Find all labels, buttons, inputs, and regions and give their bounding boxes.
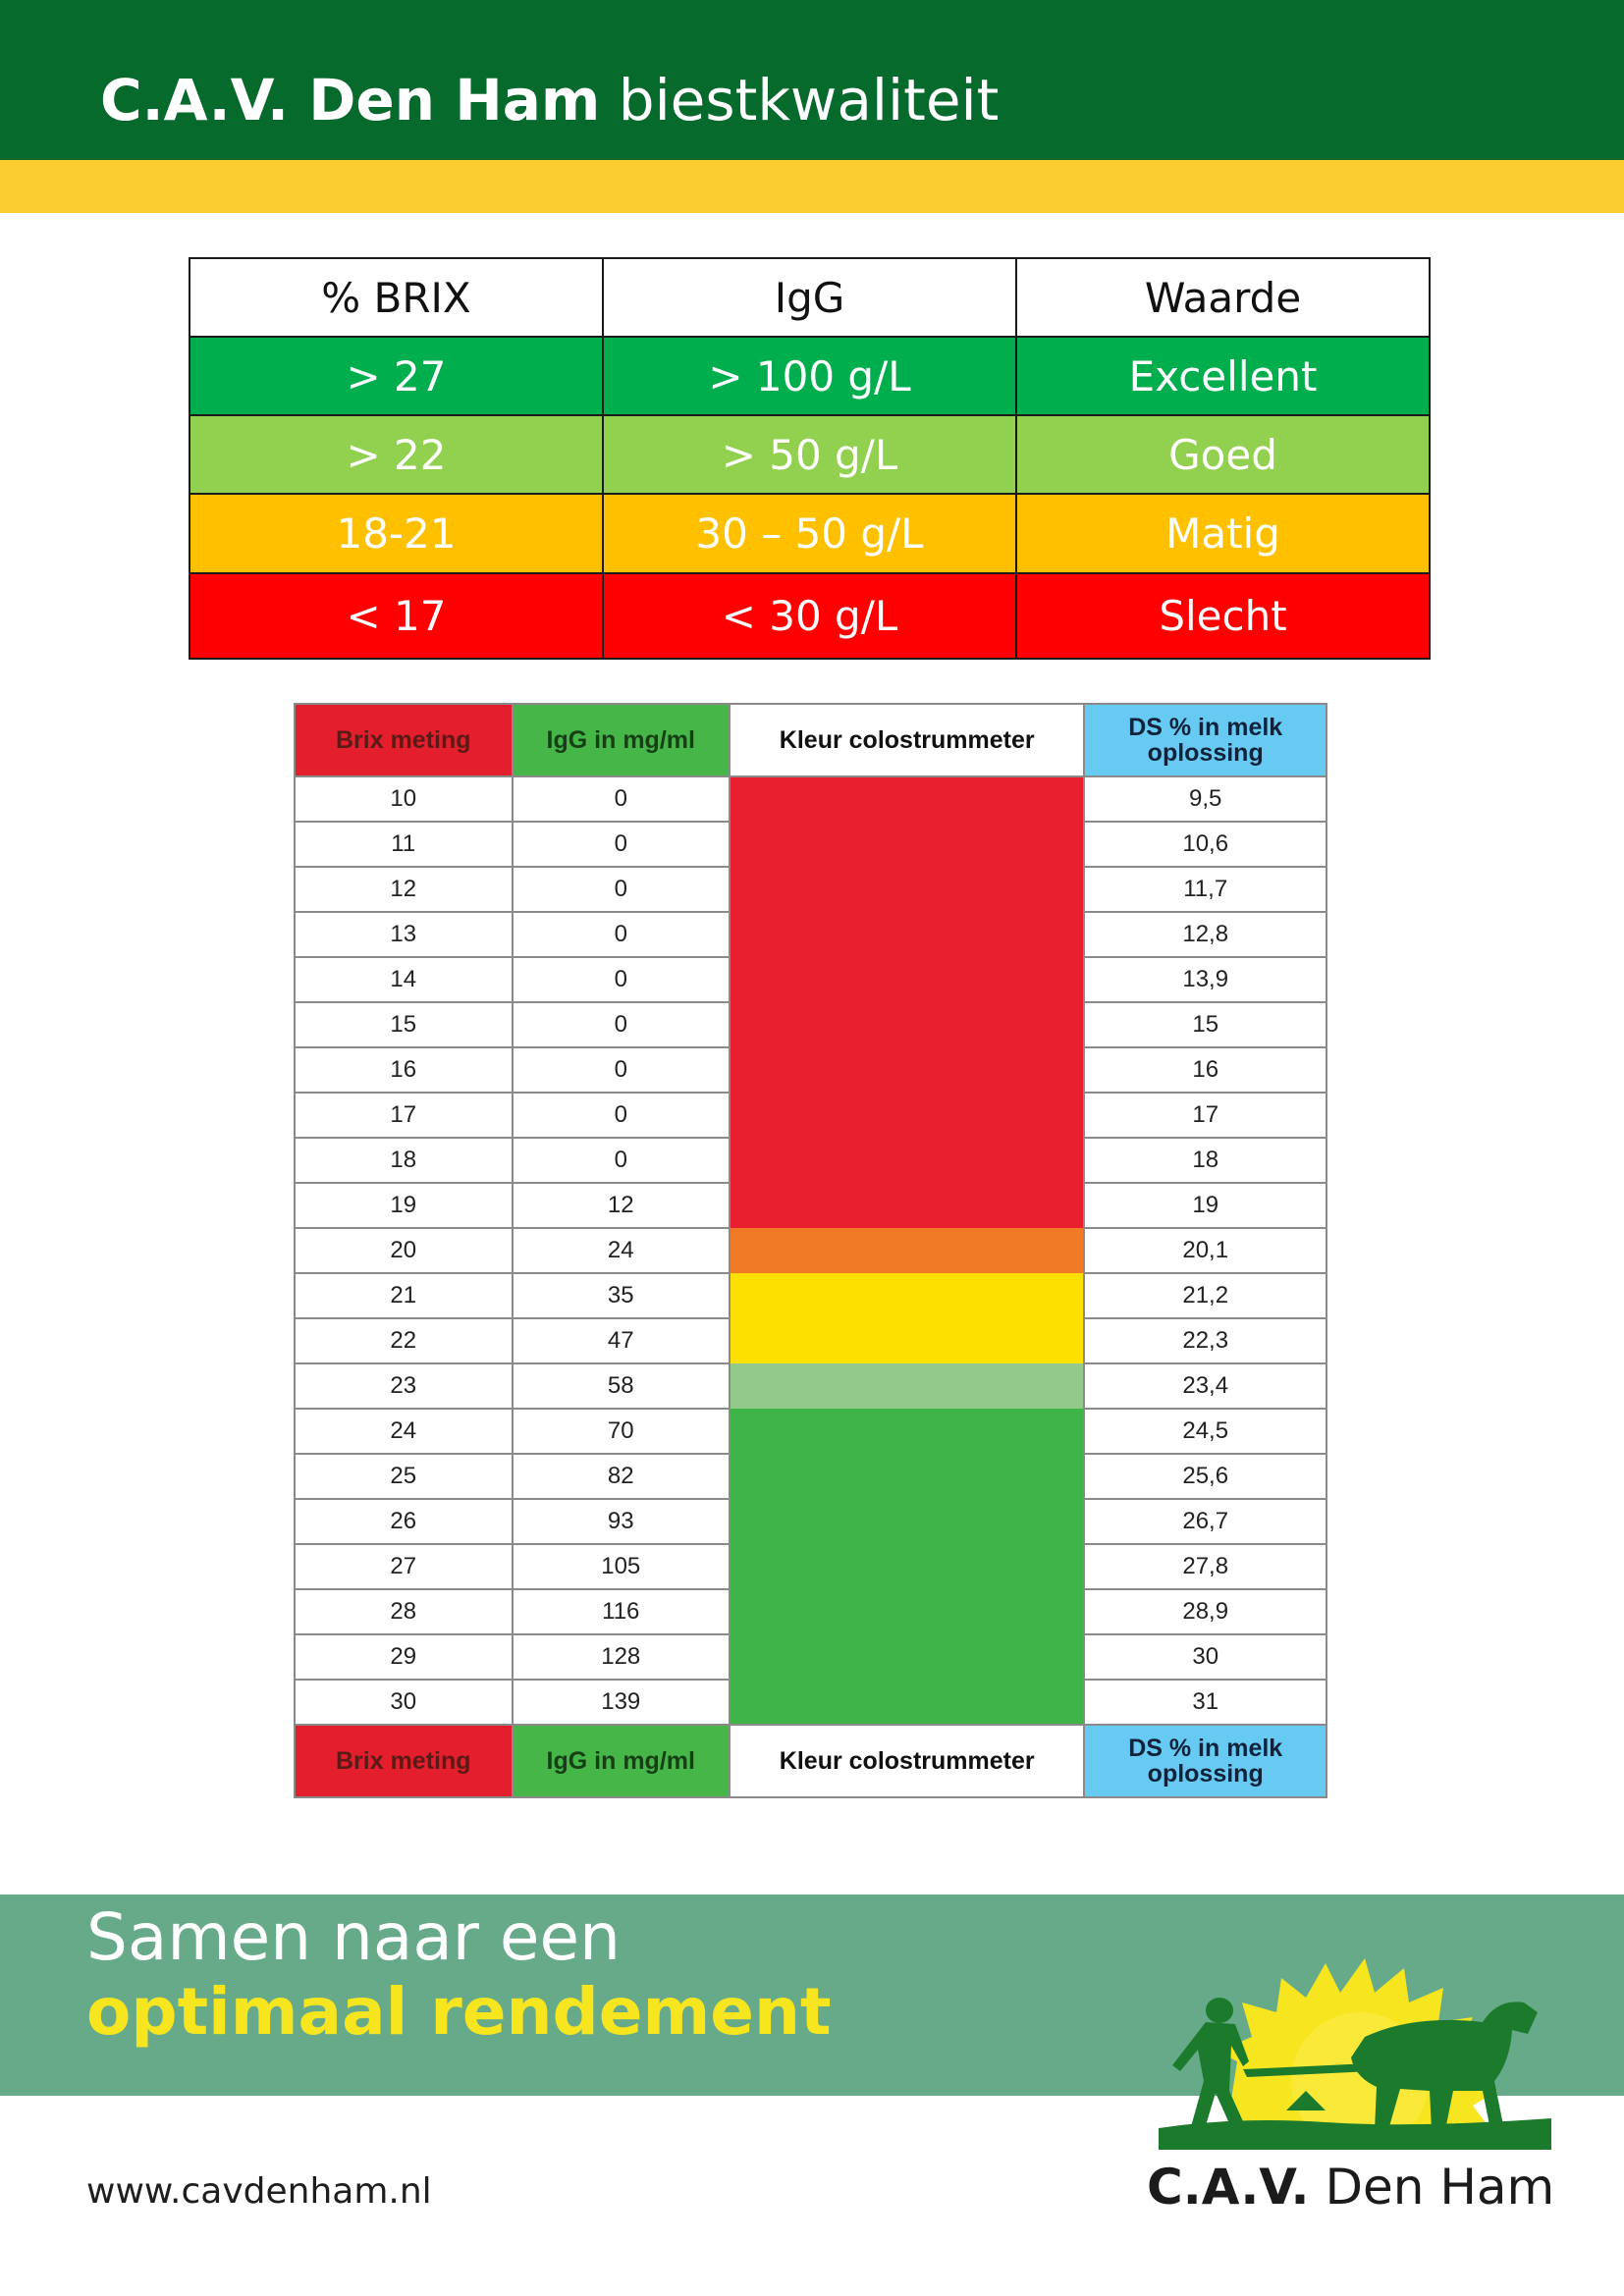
cell-brix: > 22	[189, 415, 603, 494]
cell-ds-percent: 24,5	[1084, 1409, 1326, 1454]
cell-ds-percent: 22,3	[1084, 1318, 1326, 1363]
cell-waarde: Excellent	[1016, 337, 1430, 415]
cell-igg: > 100 g/L	[603, 337, 1016, 415]
cell-waarde: Goed	[1016, 415, 1430, 494]
cell-ds-percent: 10,6	[1084, 822, 1326, 867]
color-band-stack	[731, 777, 1083, 1724]
cell-igg-mgml: 0	[513, 1047, 730, 1093]
cell-brix: < 17	[189, 573, 603, 659]
cell-igg-mgml: 0	[513, 1002, 730, 1047]
cell-igg-mgml: 128	[513, 1634, 730, 1680]
header-brand: C.A.V. Den Ham	[100, 67, 601, 133]
cell-igg-mgml: 139	[513, 1680, 730, 1725]
colostrum-row	[295, 776, 1326, 822]
cell-brix-meting: 26	[295, 1499, 513, 1544]
cell-brix-meting: 12	[295, 867, 513, 912]
logo-brand: C.A.V.	[1147, 2159, 1310, 2216]
cell-brix-meting: 30	[295, 1680, 513, 1725]
cell-ds-percent: 31	[1084, 1680, 1326, 1725]
footer-ds	[1084, 1725, 1326, 1797]
cell-igg-mgml: 105	[513, 1544, 730, 1589]
cell-brix-meting: 24	[295, 1409, 513, 1454]
quality-row-matig	[189, 494, 1430, 573]
cell-brix-meting: 21	[295, 1273, 513, 1318]
cell-igg-mgml: 0	[513, 957, 730, 1002]
cell-ds-percent: 27,8	[1084, 1544, 1326, 1589]
cell-igg-mgml: 0	[513, 822, 730, 867]
colostrum-color-bar	[730, 776, 1084, 1725]
color-band-red	[731, 777, 1083, 1228]
quality-row-excellent	[189, 337, 1430, 415]
cell-igg-mgml: 47	[513, 1318, 730, 1363]
color-band-orange	[731, 1228, 1083, 1273]
cell-ds-percent: 30	[1084, 1634, 1326, 1680]
cell-igg-mgml: 116	[513, 1589, 730, 1634]
cell-brix-meting: 18	[295, 1138, 513, 1183]
cell-brix-meting: 17	[295, 1093, 513, 1138]
cell-igg-mgml: 58	[513, 1363, 730, 1409]
cell-igg-mgml: 12	[513, 1183, 730, 1228]
quality-row-goed	[189, 415, 1430, 494]
footer-brix-meting: Brix meting	[295, 1725, 513, 1797]
header-ds-line2: oplossing	[1147, 739, 1264, 767]
colostrum-table-body	[295, 776, 1326, 1725]
cell-ds-percent: 11,7	[1084, 867, 1326, 912]
header-igg: IgG	[603, 258, 1016, 337]
footer-kleur: Kleur colostrummeter	[730, 1725, 1084, 1797]
cell-ds-percent: 12,8	[1084, 912, 1326, 957]
cell-brix-meting: 29	[295, 1634, 513, 1680]
cell-ds-percent: 25,6	[1084, 1454, 1326, 1499]
cell-ds-percent: 28,9	[1084, 1589, 1326, 1634]
footer-ds-line2: oplossing	[1147, 1760, 1264, 1788]
cell-igg-mgml: 70	[513, 1409, 730, 1454]
logo-wordmark	[1147, 2155, 1554, 2219]
cell-brix-meting: 25	[295, 1454, 513, 1499]
cell-ds-percent: 23,4	[1084, 1363, 1326, 1409]
cell-igg-mgml: 0	[513, 1138, 730, 1183]
header-kleur: Kleur colostrummeter	[730, 704, 1084, 776]
cell-ds-percent: 17	[1084, 1093, 1326, 1138]
cell-igg-mgml: 24	[513, 1228, 730, 1273]
cell-waarde: Slecht	[1016, 573, 1430, 659]
cell-igg-mgml: 82	[513, 1454, 730, 1499]
cell-igg-mgml: 0	[513, 776, 730, 822]
colostrum-header-top	[295, 704, 1326, 776]
header-igg-mgml: IgG in mg/ml	[513, 704, 730, 776]
cell-brix-meting: 10	[295, 776, 513, 822]
cell-brix-meting: 14	[295, 957, 513, 1002]
cell-igg-mgml: 0	[513, 867, 730, 912]
cell-ds-percent: 20,1	[1084, 1228, 1326, 1273]
logo-name: Den Ham	[1325, 2159, 1555, 2216]
cell-ds-percent: 26,7	[1084, 1499, 1326, 1544]
colostrum-header-bottom	[295, 1725, 1326, 1797]
cell-brix-meting: 16	[295, 1047, 513, 1093]
color-band-light-green	[731, 1363, 1083, 1409]
quality-table-header	[189, 258, 1430, 337]
cell-igg-mgml: 35	[513, 1273, 730, 1318]
cell-igg-mgml: 93	[513, 1499, 730, 1544]
cell-igg: > 50 g/L	[603, 415, 1016, 494]
header-subtitle: biestkwaliteit	[618, 67, 1000, 133]
cell-igg-mgml: 0	[513, 1093, 730, 1138]
cell-ds-percent: 9,5	[1084, 776, 1326, 822]
cell-ds-percent: 21,2	[1084, 1273, 1326, 1318]
color-band-green	[731, 1409, 1083, 1724]
header-bar	[0, 0, 1624, 160]
cell-brix-meting: 27	[295, 1544, 513, 1589]
quality-row-slecht	[189, 573, 1430, 659]
header-ds-line1: DS % in melk	[1128, 714, 1283, 741]
website-url[interactable]: www.cavdenham.nl	[86, 2171, 432, 2212]
header-brix: % BRIX	[189, 258, 603, 337]
quality-table	[189, 257, 1431, 660]
colostrum-table	[294, 703, 1327, 1798]
cell-igg: 30 – 50 g/L	[603, 494, 1016, 573]
cell-brix-meting: 15	[295, 1002, 513, 1047]
cav-logo-icon	[1159, 1944, 1551, 2150]
color-band-yellow	[731, 1273, 1083, 1363]
footer-ds-line1: DS % in melk	[1128, 1735, 1283, 1762]
cell-brix-meting: 23	[295, 1363, 513, 1409]
cell-brix-meting: 11	[295, 822, 513, 867]
cell-brix-meting: 28	[295, 1589, 513, 1634]
cell-brix: > 27	[189, 337, 603, 415]
cell-brix-meting: 22	[295, 1318, 513, 1363]
cell-ds-percent: 18	[1084, 1138, 1326, 1183]
colostrum-chart	[294, 703, 1327, 1843]
cell-ds-percent: 16	[1084, 1047, 1326, 1093]
header-brix-meting: Brix meting	[295, 704, 513, 776]
cell-ds-percent: 15	[1084, 1002, 1326, 1047]
slogan-line-1: Samen naar een	[86, 1899, 621, 1975]
header-ds	[1084, 704, 1326, 776]
header-stripe	[0, 160, 1624, 213]
cell-brix-meting: 19	[295, 1183, 513, 1228]
cell-igg-mgml: 0	[513, 912, 730, 957]
cell-brix-meting: 20	[295, 1228, 513, 1273]
cell-brix: 18-21	[189, 494, 603, 573]
cell-waarde: Matig	[1016, 494, 1430, 573]
cell-ds-percent: 19	[1084, 1183, 1326, 1228]
cell-igg: < 30 g/L	[603, 573, 1016, 659]
header-waarde: Waarde	[1016, 258, 1430, 337]
cell-brix-meting: 13	[295, 912, 513, 957]
footer-igg-mgml: IgG in mg/ml	[513, 1725, 730, 1797]
page-title	[100, 61, 999, 139]
cell-ds-percent: 13,9	[1084, 957, 1326, 1002]
slogan-line-2: optimaal rendement	[86, 1974, 832, 2050]
